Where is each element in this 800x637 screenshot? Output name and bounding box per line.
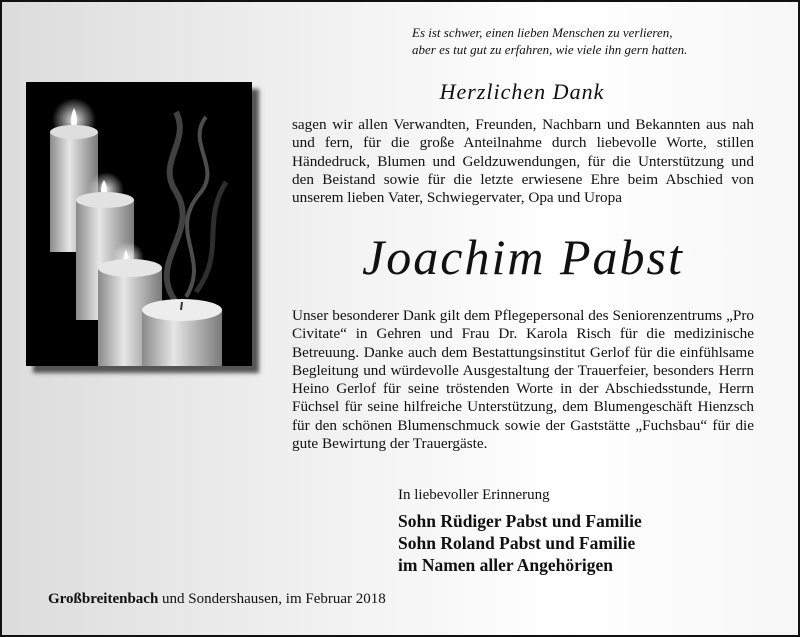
signer-line: Sohn Rüdiger Pabst und Familie: [398, 511, 642, 531]
signer-line: im Namen aller Angehörigen: [398, 555, 614, 575]
footer-place: Großbreitenbach: [48, 591, 159, 607]
motto-quote: [412, 24, 752, 58]
memory-line: In liebevoller Erinnerung: [398, 487, 550, 503]
signers-list: [398, 510, 642, 576]
signer-line: Sohn Roland Pabst und Familie: [398, 533, 636, 553]
deceased-name: Joachim Pabst: [362, 229, 684, 285]
motto-line-2: aber es tut gut zu erfahren, wie viele ihn gern hatten.: [412, 42, 688, 57]
footer-rest: und Sondershausen, im Februar 2018: [158, 591, 386, 607]
thanks-paragraph: sagen wir allen Verwandten, Freunden, Nachbarn und Bekannten aus nah und fern, für die große Anteilnahme durch liebevolle Worte, stillen Händedruck, Blumen und Geldzuwendungen, für die Unterstützung und den Beistand sowie für die letzte erwiesene Ehre beim Abschied von unserem lieben Vater, Schwiegervater, Opa und Uropa: [292, 116, 754, 207]
motto-line-1: Es ist schwer, einen lieben Menschen zu verlieren,: [412, 25, 673, 40]
special-thanks-paragraph: Unser besonderer Dank gilt dem Pflegepersonal des Seniorenzentrums „Pro Civitate“ in Gehren und Frau Dr. Karola Risch für die medizinische Betreuung. Danke auch dem Bestattungsinstitut Gerlof für die einfühlsame Begleitung und würdevolle Ausgestaltung der Trauerfeier, besonders Herrn Heino Gerlof für seine tröstenden Worte in der Abschiedsstunde, Herrn Füchsel für seine hilfreiche Unterstützung, dem Blumengeschäft Hienzsch für den schönen Blumenschmuck sowie der Gaststätte „Fuchsbau“ für die gute Bewirtung der Trauergäste.: [292, 307, 754, 453]
candles-photo: [26, 82, 252, 366]
footer-place-date: [48, 591, 386, 608]
heading-thanks: Herzlichen Dank: [439, 79, 605, 104]
